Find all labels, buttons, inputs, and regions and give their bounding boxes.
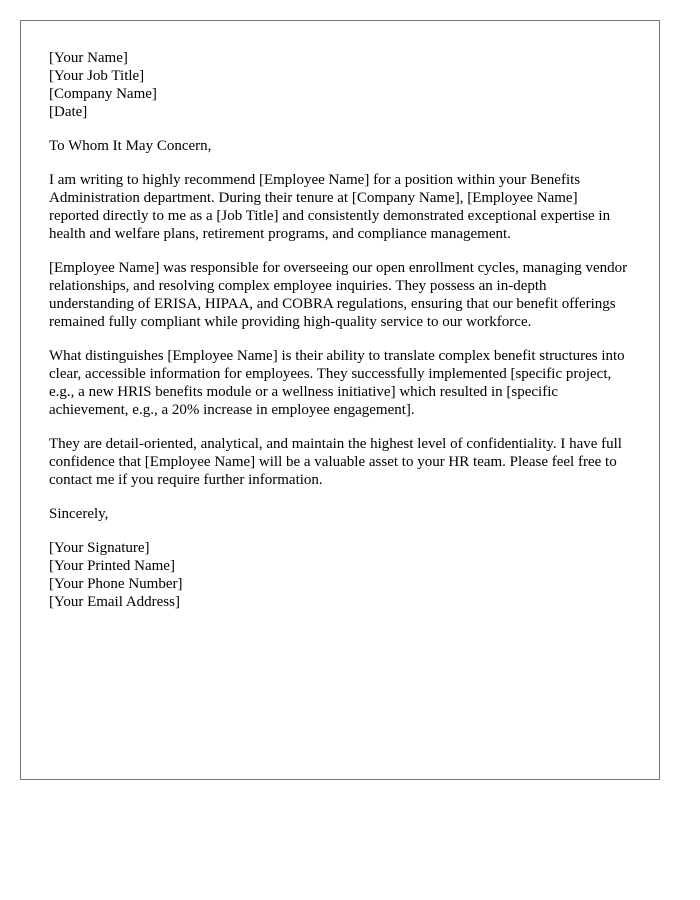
- signature-line: [Your Signature]: [49, 540, 150, 556]
- salutation: To Whom It May Concern,: [49, 138, 212, 154]
- sender-name: [Your Name]: [49, 50, 128, 66]
- paragraph-responsibilities: [Employee Name] was responsible for overseeing our open enrollment cycles, managing vendor relationships, and resolving complex employee inquiries. They possess an in-depth understanding of ERISA, HIPAA, and COBRA regulations, ensuring that our benefit offerings remained fully compliant while providing high-quality service to our workforce.: [49, 260, 628, 330]
- sender-company: [Company Name]: [49, 86, 157, 102]
- paragraph-intro: I am writing to highly recommend [Employee Name] for a position within your Benefits Administration department. During their tenure at [Company Name], [Employee Name] reported directly to me as a [Job Title] and consistently demonstrated exceptional expertise in health and welfare plans, retirement programs, and compliance management.: [49, 172, 611, 242]
- paragraph-conclusion: They are detail-oriented, analytical, and maintain the highest level of confidentiality. I have full confidence that [Employee Name] will be a valuable asset to your HR team. Please feel free to contact me if you require further information.: [49, 436, 622, 488]
- closing: Sincerely,: [49, 506, 109, 522]
- letter-date: [Date]: [49, 104, 88, 120]
- printed-name: [Your Printed Name]: [49, 558, 175, 574]
- sender-block: [49, 49, 631, 121]
- letter-page: [20, 20, 660, 780]
- email-address: [Your Email Address]: [49, 594, 180, 610]
- paragraph-distinction: What distinguishes [Employee Name] is their ability to translate complex benefit structures into clear, accessible information for employees. They successfully implemented [specific project, e.g., a new HRIS benefits module or a wellness initiative] which resulted in [specific achievement, e.g., a 20% increase in employee engagement].: [49, 348, 625, 418]
- phone-number: [Your Phone Number]: [49, 576, 183, 592]
- sender-job-title: [Your Job Title]: [49, 68, 145, 84]
- signature-block: [49, 539, 631, 611]
